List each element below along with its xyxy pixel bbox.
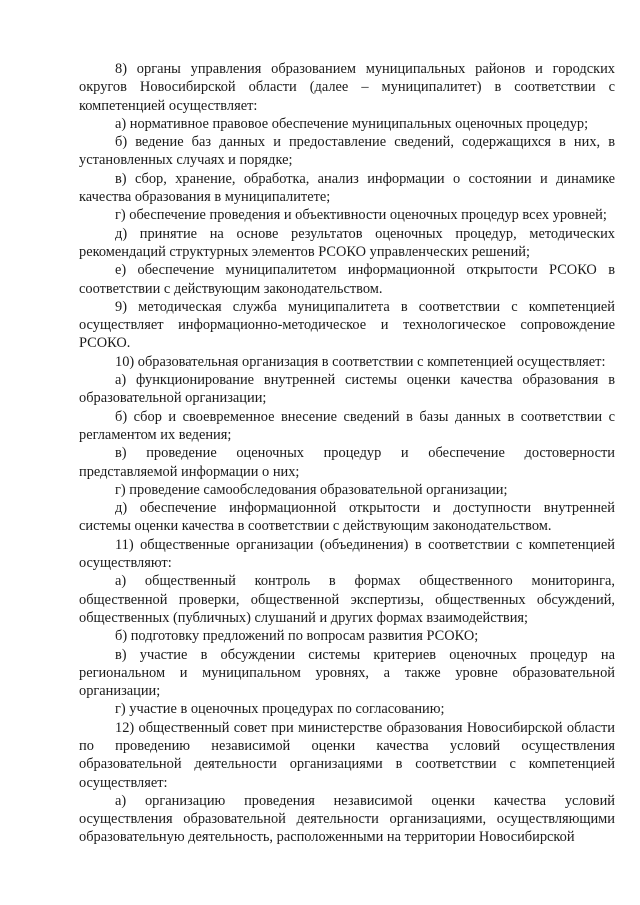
paragraph-10d: д) обеспечение информационной открытости и доступности внутренней системы оценки качества в соответствии с действующим законодательством. — [79, 500, 615, 535]
paragraph-9: 9) методическая служба муниципалитета в соответствии с компетенцией осуществляет информационно-методическое и технологическое сопровождение РСОКО. — [79, 298, 615, 352]
paragraph-8d: д) принятие на основе результатов оценочных процедур, методических рекомендаций структурных элементов РСОКО управленческих решений; — [79, 225, 615, 260]
paragraph-8a: а) нормативное правовое обеспечение муниципальных оценочных процедур; — [115, 115, 589, 132]
paragraph-10v: в) проведение оценочных процедур и обеспечение достоверности представляемой информации о них; — [79, 445, 615, 480]
paragraph-11g: г) участие в оценочных процедурах по согласованию; — [115, 701, 445, 718]
paragraph-8g: г) обеспечение проведения и объективности оценочных процедур всех уровней; — [115, 207, 607, 224]
paragraph-10b: б) сбор и своевременное внесение сведений в базы данных в соответствии с регламентом их ведения; — [79, 408, 615, 443]
paragraph-10g: г) проведение самообследования образовательной организации; — [115, 481, 508, 498]
paragraph-8: 8) органы управления образованием муниципальных районов и городских округов Новосибирской области (далее – муниципалитет) в соответствии с компетенцией осуществляет: — [79, 61, 615, 114]
paragraph-11v: в) участие в обсуждении системы критериев оценочных процедур на региональном и муниципальном уровнях, а также уровне образовательной организации; — [79, 646, 615, 700]
paragraph-10: 10) образовательная организация в соответствии с компетенцией осуществляет: — [115, 353, 606, 370]
paragraph-8b: б) ведение баз данных и предоставление сведений, содержащихся в них, в установленных случаях и порядке; — [79, 134, 615, 169]
paragraph-8v: в) сбор, хранение, обработка, анализ информации о состоянии и динамике качества образования в муниципалитете; — [79, 170, 615, 206]
document-page — [79, 60, 615, 847]
paragraph-12: 12) общественный совет при министерстве образования Новосибирской области по проведению независимой оценки качества условий осуществления образовательной деятельности организациями в соответствии с компетенцией осуществляет: — [79, 719, 615, 791]
paragraph-10a: а) функционирование внутренней системы оценки качества образования в образовательной организации; — [79, 372, 615, 407]
paragraph-12a: а) организацию проведения независимой оценки качества условий осуществления образовательной деятельности организациями, осуществляющими образовательную деятельность, расположенными на территории Новосибирской — [79, 792, 615, 846]
paragraph-11b: б) подготовку предложений по вопросам развития РСОКО; — [115, 628, 479, 645]
paragraph-11a: а) общественный контроль в формах общественного мониторинга, общественной проверки, общественной экспертизы, общественных обсуждений, общественных (публичных) слушаний и других формах взаимодействия; — [79, 573, 615, 626]
paragraph-11: 11) общественные организации (объединения) в соответствии с компетенцией осуществляют: — [79, 536, 615, 572]
paragraph-8e: е) обеспечение муниципалитетом информационной открытости РСОКО в соответствии с действующим законодательством. — [79, 262, 615, 297]
